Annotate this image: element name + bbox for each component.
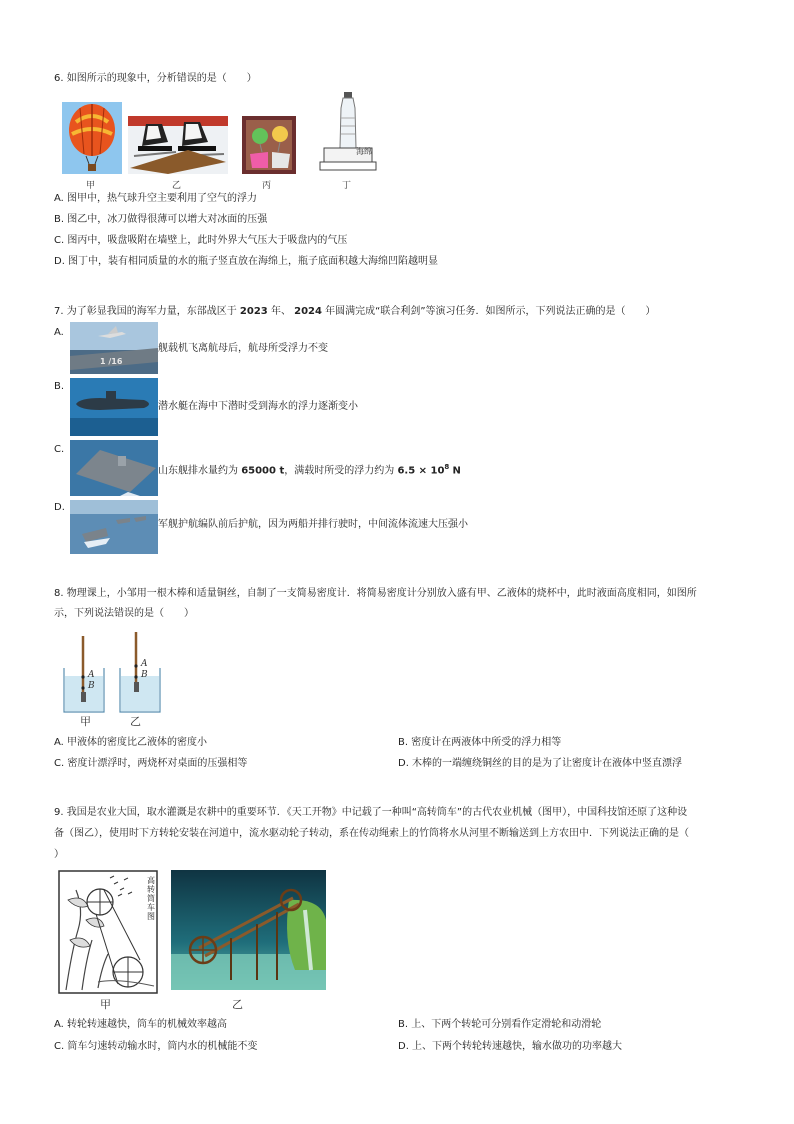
q6-stem: 6. 如图所示的现象中，分析错误的是（ ） xyxy=(54,73,257,84)
q9-option-a[interactable]: A. 转轮转速越快，筒车的机械效率越高 xyxy=(54,1019,228,1030)
q8-option-a[interactable]: A. 甲液体的密度比乙液体的密度小 xyxy=(54,737,208,748)
hot-air-balloon-image xyxy=(62,102,122,174)
point-a-label-yi: A xyxy=(141,659,148,669)
point-b-label-yi: B xyxy=(141,670,148,680)
q7-option-c-text[interactable]: 山东舰排水量约为 65000 t，满载时所受的浮力约为 $6.5 \times 10^8$ N xyxy=(158,463,461,477)
q6-option-b[interactable]: B. 图乙中，冰刀做得很薄可以增大对冰面的压强 xyxy=(54,214,268,225)
carrier-jet-image xyxy=(70,322,158,374)
ice-skates-image xyxy=(128,116,228,174)
q7-stem: 7. 为了彰显我国的海军力量，东部战区于 2023 年、 2024 年圆满完成“联合利剑”等演习任务．如图所示，下列说法正确的是（ ） xyxy=(54,306,656,317)
sponge-label: 海绵 xyxy=(356,147,372,156)
q7-option-b-letter[interactable]: B. xyxy=(54,381,65,392)
bottle-on-sponge-image xyxy=(318,90,378,174)
q6-caption-jia: 甲 xyxy=(86,181,96,191)
q7-option-c-letter[interactable]: C. xyxy=(54,444,65,455)
engraving-title: 高转筒车图 xyxy=(147,876,155,921)
q9-stem-line3: ） xyxy=(54,849,64,860)
water-wheel-engraving-image xyxy=(58,870,158,994)
q9-option-c[interactable]: C. 筒车匀速转动输水时，筒内水的机械能不变 xyxy=(54,1041,258,1052)
q7-option-d-text[interactable]: 军舰护航编队前后护航，因为两船并排行驶时，中间流体流速大压强小 xyxy=(158,519,468,530)
fleet-escort-image xyxy=(70,500,158,554)
q8-stem-line1: 8. 物理课上，小邹用一根木棒和适量铜丝，自制了一支简易密度计．将简易密度计分别放入盛有甲、乙液体的烧杯中，此时液面高度相同，如图所 xyxy=(54,588,697,599)
q8-option-b[interactable]: B. 密度计在两液体中所受的浮力相等 xyxy=(398,737,562,748)
q6-option-c[interactable]: C. 图丙中，吸盘吸附在墙壁上，此时外界大气压大于吸盘内的气压 xyxy=(54,235,348,246)
suction-cup-image xyxy=(242,116,296,174)
q7-option-b-text[interactable]: 潜水艇在海中下潜时受到海水的浮力逐渐变小 xyxy=(158,401,358,412)
q8-caption-yi: 乙 xyxy=(130,715,141,728)
q9-stem-line1: 9. 我国是农业大国，取水灌溉是农耕中的重要环节．《天工开物》中记载了一种叫“高转筒车”的古代农业机械（图甲），中国科技馆还原了这种设 xyxy=(54,807,688,818)
q8-caption-jia: 甲 xyxy=(80,715,91,728)
hydrometer-beakers-diagram xyxy=(60,632,170,714)
q8-stem-line2: 示，下列说法错误的是（ ） xyxy=(54,608,194,619)
aircraft-carrier-image xyxy=(70,440,158,496)
q9-option-b[interactable]: B. 上、下两个转轮可分别看作定滑轮和动滑轮 xyxy=(398,1019,602,1030)
q6-caption-yi: 乙 xyxy=(172,181,182,191)
q9-caption-yi: 乙 xyxy=(232,998,243,1011)
q6-option-d[interactable]: D. 图丁中，装有相同质量的水的瓶子竖直放在海绵上，瓶子底面积越大海绵凹陷越明显 xyxy=(54,256,439,267)
q7-option-d-letter[interactable]: D. xyxy=(54,502,65,513)
q7-option-a-letter[interactable]: A. xyxy=(54,327,64,338)
q9-caption-jia: 甲 xyxy=(100,998,111,1011)
point-a-label-jia: A xyxy=(88,670,95,680)
submarine-image xyxy=(70,378,158,436)
q6-option-a[interactable]: A. 图甲中，热气球升空主要利用了空气的浮力 xyxy=(54,193,258,204)
q9-option-d[interactable]: D. 上、下两个转轮转速越快，输水做功的功率越大 xyxy=(398,1041,623,1052)
q6-caption-ding: 丁 xyxy=(342,181,352,191)
point-b-label-jia: B xyxy=(88,681,95,691)
q8-option-c[interactable]: C. 密度计漂浮时，两烧杯对桌面的压强相等 xyxy=(54,758,248,769)
q6-caption-bing: 丙 xyxy=(262,181,272,191)
q9-stem-line2: 备（图乙），使用时下方转轮安装在河道中，流水驱动轮子转动，系在传动绳索上的竹筒将水从河里不断输送到上方农田中．下列说法正确的是（ xyxy=(54,828,689,839)
water-wheel-model-image xyxy=(171,870,326,990)
q7-option-a-text[interactable]: 舰载机飞离航母后，航母所受浮力不变 xyxy=(158,343,328,354)
q8-option-d[interactable]: D. 木棒的一端缠绕铜丝的目的是为了让密度计在液体中竖直漂浮 xyxy=(398,758,683,769)
svg-text:1 /16: 1 /16 xyxy=(100,357,123,366)
